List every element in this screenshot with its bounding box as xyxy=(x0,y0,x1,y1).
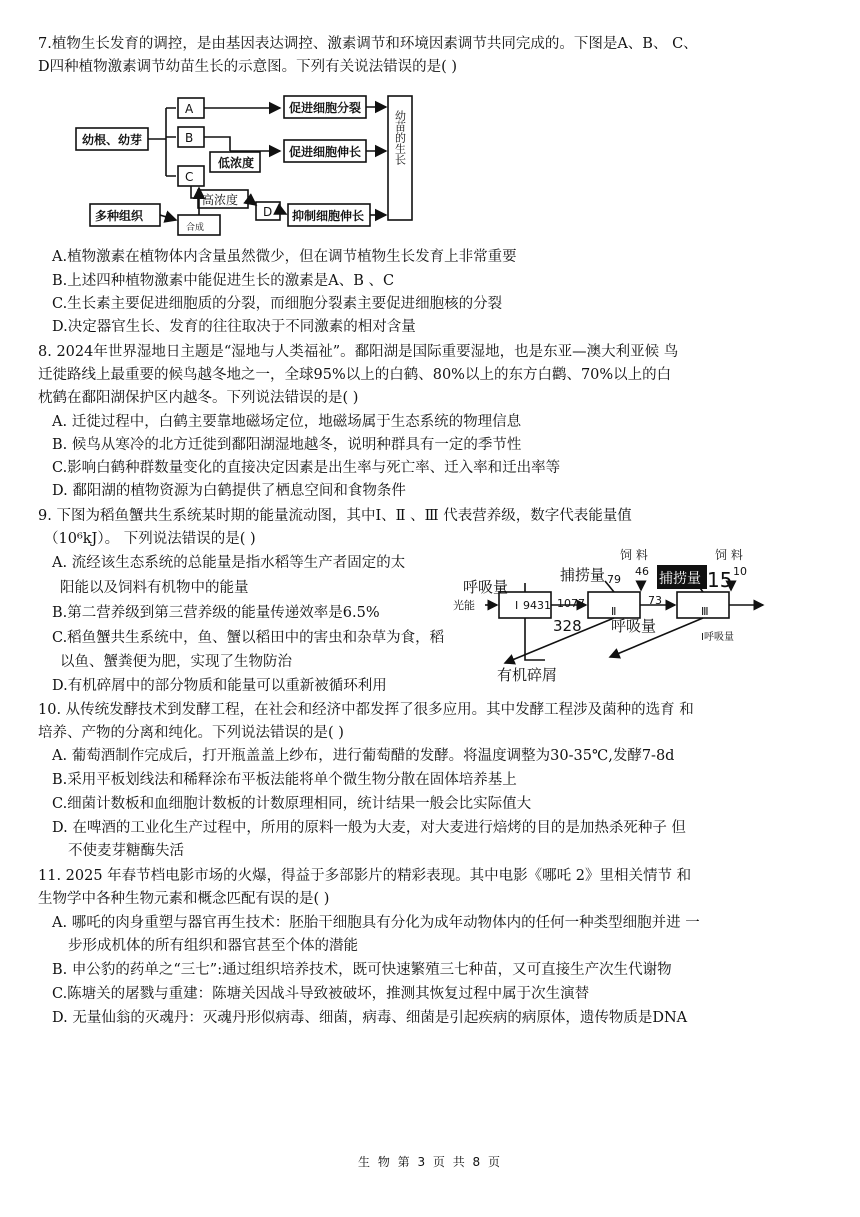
q8-option-b: B. 候鸟从寒冷的北方迁徙到鄱阳湖湿地越冬，说明种群具有一定的季节性 xyxy=(52,437,522,453)
q9-option-a-line2: 阳能以及饲料有机物中的能量 xyxy=(60,580,249,596)
q8-option-a: A. 迁徙过程中，白鹤主要靠地磁场定位，地磁场属于生态系统的物理信息 xyxy=(52,414,522,430)
q9-stem-line1: 9. 下图为稻鱼蟹共生系统某时期的能量流动图，其中I、Ⅱ 、Ⅲ 代表营养级，数字代表能量值 xyxy=(38,508,632,524)
q7-option-b: B.上述四种植物激素中能促进生长的激素是A、B 、C xyxy=(52,273,395,289)
q10-option-d-line2: 不使麦芽糖酶失活 xyxy=(68,843,184,859)
q8-stem-line2: 迁徙路线上最重要的候鸟越冬地之一，全球95%以上的白鹤、80%以上的东方白鹳、70%以上的白 xyxy=(38,367,672,383)
q11-option-a-line2: 步形成机体的所有组织和器官甚至个体的潜能 xyxy=(68,938,358,954)
q8-option-c: C.影响白鹤种群数量变化的直接决定因素是出生率与死亡率、迁入率和迁出率等 xyxy=(52,460,561,476)
promote-division-label: 促进细胞分裂 xyxy=(289,101,362,115)
q10-option-a: A. 葡萄酒制作完成后，打开瓶盖盖上纱布，进行葡萄醋的发酵。将温度调整为30-35℃,发酵7-8d xyxy=(52,748,675,764)
value-46: 46 xyxy=(635,565,649,578)
level-2-label: Ⅱ xyxy=(611,605,617,618)
high-conc-label: 高浓度 xyxy=(202,193,239,207)
feed-label-2: 饲 料 xyxy=(715,548,743,562)
q9-option-b: B.第二营养级到第三营养级的能量传递效率是6.5% xyxy=(52,605,380,621)
q11-option-d: D. 无量仙翁的灭魂丹：灭魂丹形似病毒、细菌，病毒、细菌是引起疾病的病原体，遗传物质是DNA xyxy=(52,1010,688,1026)
level-3-respiration-label: Ⅰ呼吸量 xyxy=(701,632,734,643)
q8-stem-line1: 8. 2024年世界湿地日主题是“湿地与人类福祉”。鄱阳湖是国际重要湿地，也是东亚—澳大利亚候 鸟 xyxy=(38,344,679,360)
q9-stem-line2: （10⁶kJ）。 下列说法错误的是( ) xyxy=(44,531,256,547)
q10-stem-line1: 10. 从传统发酵技术到发酵工程，在社会和经济中都发挥了很多应用。其中发酵工程涉及菌种的选育 和 xyxy=(38,702,694,718)
synthesis-label: 合成 xyxy=(186,223,205,233)
feed-label-1: 饲 料 xyxy=(620,548,648,562)
q9-option-d: D.有机碎屑中的部分物质和能量可以重新被循环利用 xyxy=(52,678,387,694)
q7-option-a: A.植物激素在植物体内含量虽然微少，但在调节植物生长发育上非常重要 xyxy=(52,249,517,265)
seedling-growth-label: 幼苗的生长 xyxy=(393,110,407,165)
q10-option-c: C.细菌计数板和血细胞计数板的计数原理相同，统计结果一般会比实际值大 xyxy=(52,796,532,812)
q9-option-c-line1: C.稻鱼蟹共生系统中，鱼、蟹以稻田中的害虫和杂草为食，稻 xyxy=(52,630,445,646)
hormone-d-label: D xyxy=(263,205,273,219)
respiration-label-1: 呼吸量 xyxy=(463,578,509,596)
q7-option-c: C.生长素主要促进细胞质的分裂，而细胞分裂素主要促进细胞核的分裂 xyxy=(52,296,503,312)
value-15: 15 xyxy=(707,568,733,592)
page-footer: 生 物 第 3 页 共 8 页 xyxy=(358,1155,502,1169)
low-conc-label: 低浓度 xyxy=(218,156,255,170)
q10-option-b: B.采用平板划线法和稀释涂布平板法能将单个微生物分散在固体培养基上 xyxy=(52,772,517,788)
value-10: 10 xyxy=(733,565,747,578)
q8-stem-line3: 枕鹤在鄱阳湖保护区内越冬。下列说法错误的是( ) xyxy=(38,390,359,406)
promote-elongation-label: 促进细胞伸长 xyxy=(289,145,362,159)
level-3-label: Ⅲ xyxy=(701,605,709,618)
q9-energy-flow-diagram xyxy=(445,545,775,685)
respiration-label-2: 呼吸量 xyxy=(611,617,657,635)
q9-option-a-line1: A. 流经该生态系统的总能量是指水稻等生产者固定的太 xyxy=(52,555,406,571)
q11-stem-line1: 11. 2025 年春节档电影市场的火爆，得益于多部影片的精彩表现。其中电影《哪吒 2》里相关情节 和 xyxy=(38,868,692,884)
q11-option-c: C.陈塘关的屠戮与重建：陈塘关因战斗导致被破坏，推测其恢复过程中属于次生演替 xyxy=(52,986,590,1002)
q7-stem-line2: D四种植物激素调节幼苗生长的示意图。下列有关说法错误的是( ) xyxy=(38,59,458,75)
q8-option-d: D. 鄱阳湖的植物资源为白鹤提供了栖息空间和食物条件 xyxy=(52,483,406,499)
value-9431: 9431 xyxy=(523,599,551,612)
hormone-c-label: C xyxy=(185,170,194,184)
detritus-label: 有机碎屑 xyxy=(497,666,558,684)
q11-option-a-line1: A. 哪吒的肉身重塑与器官再生技术：胚胎干细胞具有分化为成年动物体内的任何一种类型细胞并进 一 xyxy=(52,915,700,931)
catch-label-2: 捕捞量 xyxy=(659,571,701,587)
value-328: 328 xyxy=(553,617,582,635)
q7-hormone-diagram xyxy=(70,90,420,240)
q10-stem-line2: 培养、产物的分离和纯化。下列说法错误的是( ) xyxy=(38,725,344,741)
q11-option-b: B. 申公豹的药单之“三七”:通过组织培养技术，既可快速繁殖三七种苗，又可直接生产次生代谢物 xyxy=(52,962,672,978)
root-bud-label: 幼根、幼芽 xyxy=(82,133,143,147)
value-73: 73 xyxy=(648,594,662,607)
catch-label-1: 捕捞量 xyxy=(560,566,606,584)
q11-stem-line2: 生物学中各种生物元素和概念匹配有误的是( ) xyxy=(38,891,330,907)
q10-option-d-line1: D. 在啤酒的工业化生产过程中，所用的原料一般为大麦，对大麦进行焙烤的目的是加热杀死种子 但 xyxy=(52,820,686,836)
hormone-a-label: A xyxy=(185,102,194,116)
q9-option-c-line2: 以鱼、蟹粪便为肥，实现了生物防治 xyxy=(60,654,292,670)
level-1-label: I xyxy=(515,599,519,612)
q7-stem-line1: 7.植物生长发育的调控，是由基因表达调控、激素调节和环境因素调节共同完成的。下图是A、B、 C、 xyxy=(38,36,698,52)
light-energy-label: 光能 xyxy=(453,599,475,612)
tissue-label: 多种组织 xyxy=(95,209,144,223)
inhibit-elongation-label: 抑制细胞伸长 xyxy=(292,209,365,223)
value-1077: 1077 xyxy=(557,597,585,610)
q7-option-d: D.决定器官生长、发育的往往取决于不同激素的相对含量 xyxy=(52,319,416,335)
value-79: 79 xyxy=(607,573,621,586)
hormone-b-label: B xyxy=(185,131,194,145)
